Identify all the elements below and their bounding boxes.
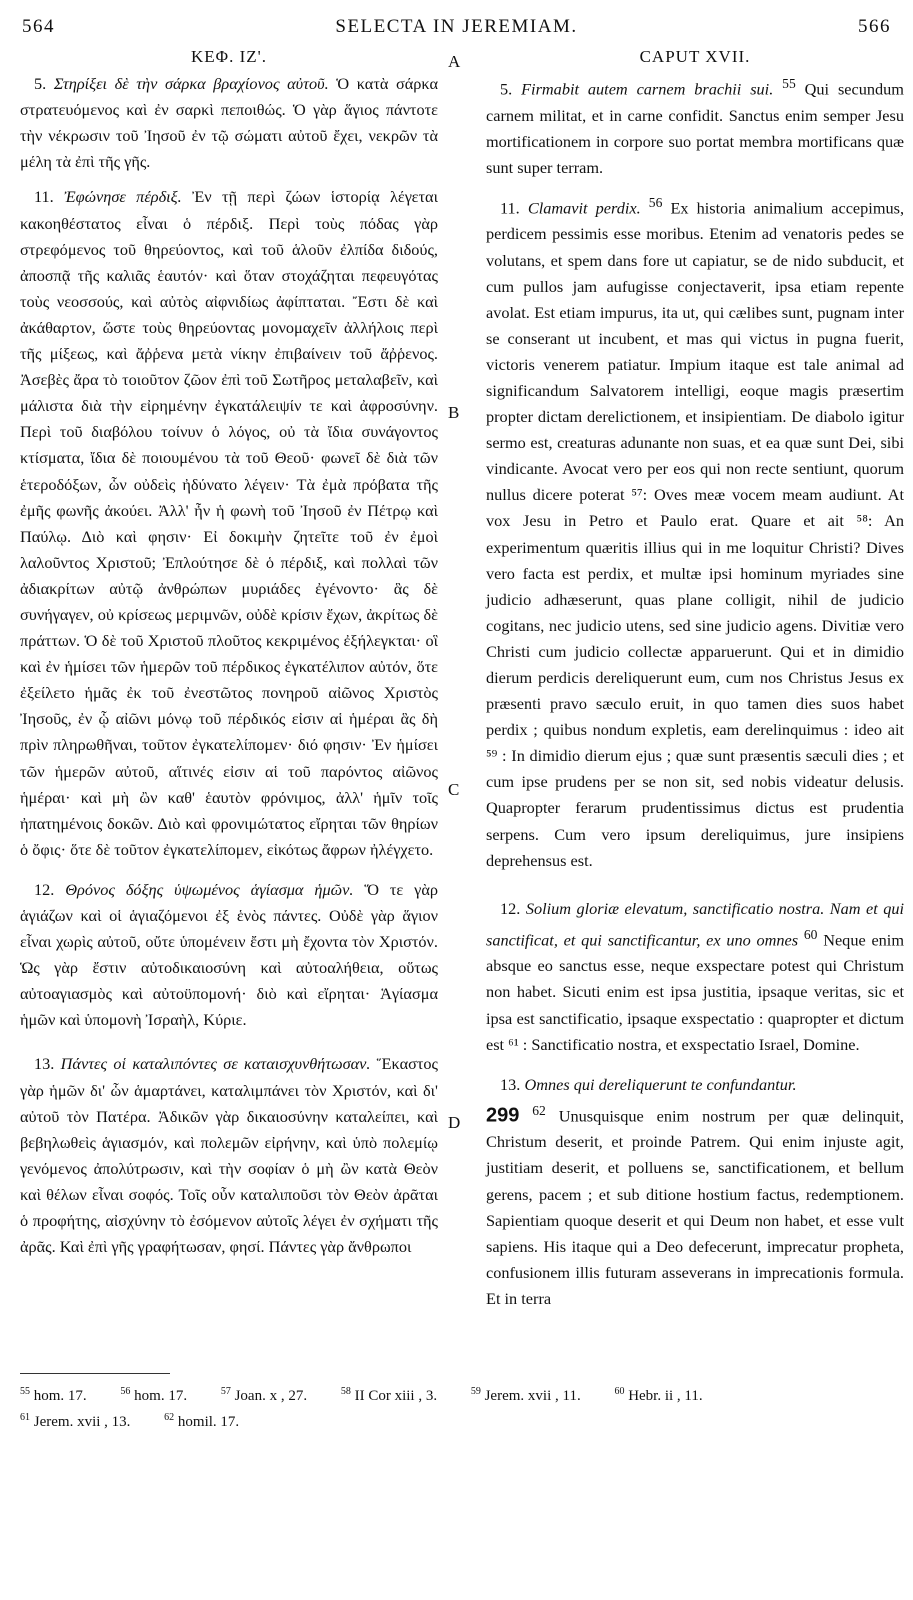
footnote-ref: 62 bbox=[532, 1102, 546, 1118]
paragraph-greek-5 bbox=[20, 71, 438, 175]
footnote: $^{58}$ II Cor xiii , 3. bbox=[340, 1386, 438, 1404]
column-number-marker: 299 bbox=[486, 1104, 520, 1127]
footnote: $^{61}$ Jerem. xvii , 13. bbox=[20, 1412, 131, 1430]
commentary-text: Ἕκαστος γὰρ ἡμῶν δι' ὧν ἁμαρτάνει, καταλιμπάνει τὸν Χριστόν, καὶ δι' αὐτοῦ τὸν Πατέρα. Ἀδικῶν γὰρ δικαιοσύνην καταλείπει, καὶ βεβηλωθεὶς ἁγιασμόν, καὶ πολεμῶν εἰρήνην, καὶ ὑπὸ πολεμίῳ γενόμενος ἀπολύτρωσιν, καὶ τὴν σοφίαν ὁ μὴ ὢν κατὰ Θεὸν καὶ θέλων εἶναι σοφός. Τοῖς οὖν καταλιποῦσι τὸν Θεὸν ἀρᾶται ὁ προφήτης, αἰσχύνην τὸ ἐσόμενον αὐτοῖς λέγει ἐν σχήματι τῆς ἀρᾶς. Καὶ ἐπὶ γῆς γραφήτωσαν, φησί. Πάντες γὰρ ἄνθρωποι bbox=[20, 1054, 439, 1257]
footnote: $^{56}$ hom. 17. bbox=[120, 1386, 188, 1404]
footnote: $^{57}$ Joan. x , 27. bbox=[220, 1386, 308, 1404]
page-number-right: 566 bbox=[858, 16, 891, 37]
latin-column bbox=[486, 44, 904, 1321]
verse-lemma: Θρόνος δόξης ὑψωμένος ἁγίασμα ἡμῶν. bbox=[65, 879, 354, 899]
verse-lemma: Ἐφώνησε πέρδιξ. bbox=[64, 187, 182, 207]
paragraph-latin-11 bbox=[486, 190, 904, 874]
greek-column bbox=[20, 44, 438, 1269]
verse-lemma: Πάντες οἱ καταλιπόντες σε καταισχυνθήτωσαν. bbox=[60, 1054, 371, 1074]
verse-number: 11. bbox=[34, 187, 54, 207]
margin-letter-b: B bbox=[448, 403, 460, 422]
commentary-text: Neque enim absque eo sanctus esse, neque exspectare potest qui Christum non habet. Sicuti enim est ipsa justitia, ipsaque veritas, sic et ipsa est sanctificatio, ipsaque exspectatio : quapropter et dictum est ⁶¹ : Sanctificatio nostra, et exspectatio Israel, Domine. bbox=[486, 930, 904, 1054]
running-head: SELECTA IN JEREMIAM. bbox=[335, 16, 578, 37]
verse-number: 12. bbox=[34, 879, 55, 899]
verse-lemma: Clamavit perdix. bbox=[527, 198, 641, 218]
verse-lemma: Omnes qui dereliquerunt te confundantur. bbox=[524, 1074, 797, 1094]
verse-number: 5. bbox=[500, 79, 513, 99]
footnotes bbox=[20, 1381, 893, 1433]
verse-number: 13. bbox=[34, 1054, 55, 1074]
footnote: $^{55}$ hom. 17. bbox=[20, 1386, 87, 1404]
verse-lemma: Solium gloriæ elevatum, sanctificatio nostra. Nam et qui sanctificat, et qui sanctificantur, ex uno omnes bbox=[486, 898, 904, 950]
commentary-text: Ὁ κατὰ σάρκα στρατευόμενος καὶ ἐν σαρκὶ πεποιθώς. Ὁ γὰρ ἅγιος πάντοτε τὴν νέκρωσιν τοῦ Ἰησοῦ ἐν τῷ σώματι αὐτοῦ ἔχει, νεκρῶν τὰ μέλη τὰ ἐπὶ τῆς γῆς. bbox=[20, 74, 438, 172]
paragraph-latin-12 bbox=[486, 896, 904, 1058]
paragraph-latin-13 bbox=[486, 1072, 904, 1312]
paragraph-latin-5 bbox=[486, 71, 904, 181]
paragraph-greek-12 bbox=[20, 877, 438, 1034]
footnote-ref: 56 bbox=[648, 194, 663, 210]
margin-letter-d: D bbox=[448, 1113, 461, 1132]
margin-letter-c: C bbox=[448, 780, 460, 799]
commentary-text: Qui secundum carnem militat, et in carne confidit. Sanctus enim semper Jesu mortificationem in corpore suo portat membra mortificans quæ sunt super terram. bbox=[486, 79, 904, 177]
page-header bbox=[22, 16, 891, 44]
commentary-text: Ὅ τε γὰρ ἁγιάζων καὶ οἱ ἁγιαζόμενοι ἐξ ἑνὸς πάντες. Οὐδὲ γὰρ ἅγιον εἶναι χωρὶς αὐτοῦ, οὔτε ὑπομένειν ἔστι μὴ ἔχοντα τὸν Χριστόν. Ὡς γὰρ ἔστιν αὐτοδικαιοσύνη καὶ αὐτοαλήθεια, οὕτως αὐτοαγιασμὸς καὶ αὐτοϋπομονή· διὸ καὶ εἴρηται· Ἁγίασμα ἡμῶν καὶ ὑπομονὴ Ἰσραὴλ, Κύριε. bbox=[20, 879, 438, 1030]
chapter-title-latin: CAPUT XVII. bbox=[639, 47, 751, 66]
footnote: $^{59}$ Jerem. xvii , 11. bbox=[470, 1386, 581, 1404]
footnote-separator bbox=[20, 1373, 170, 1374]
verse-lemma: Στηρίξει δὲ τὴν σάρκα βραχίονος αὐτοῦ. bbox=[53, 74, 329, 94]
page-number-left: 564 bbox=[22, 16, 55, 37]
margin-letter-a: A bbox=[448, 52, 461, 71]
footnote-ref: 60 bbox=[803, 926, 818, 942]
footnote: $^{62}$ homil. 17. bbox=[164, 1412, 240, 1430]
verse-number: 13. bbox=[500, 1074, 521, 1094]
paragraph-greek-11 bbox=[20, 184, 438, 862]
chapter-title-greek: ΚΕΦ. ΙΖ'. bbox=[191, 47, 267, 66]
commentary-text: Ex historia animalium accepimus, perdicem pessimis esse moribus. Etenim ad venatoris pedes se volutans, et spem dans fore ut capiatur, se de nido subducit, et cum pullos jam aufugisse conjectaverit, ipsa etiam repente avolat. Est etiam impurus, ita ut, qui cælibes sunt, pugnam inter se conserant ut incubent, et mas qui victus in pugna fuerit, victoris venerem patiatur. Impium itaque est tale animal ad significandum Salvatorem intelligi, eoque magis præsertim propter dictam derelictionem, et insipientiam. De diabolo igitur sermo est, creaturas adunante non suas, et ea quæ sunt Dei, sibi vindicante. Avocat vero per eos qui non recte sentiunt, quorum nullus dicere poterat ⁵⁷: Oves meæ vocem meam audiunt. At vox Jesu in Petro et Paulo erat. Quare et ait ⁵⁸: An experimentum quæritis illius qui in me loquitur Christi? Dives vero facta est perdix, et multæ ipsi hominum myriades sine judicio adhæserunt, quas plane colligit, nihil de judicio cogitans, nec judicio utens, sed sine judicio agens. Divitiæ vero Christi cum judicio collectæ apparuerunt. Qui et in dimidio dierum perdicis dereliquerunt eum, cum nos Christus Jesus ex præsenti pravo sæculo eruit, in quo tamen dies suos habet perdix ; quibus nondum expletis, eam derelinquimus : ideo ait ⁵⁹ : In dimidio dierum ejus ; quæ sunt præsentis sæculi dies ; et cum ipse prudens per se non sit, sed nobis videatur delusis. Quapropter ferarum prudentissimus dictus est prudentia serpens. Cum vero ipsum dereliquimus, jure insipiens deprehensus est. bbox=[486, 198, 905, 870]
footnote: $^{60}$ Hebr. ii , 11. bbox=[614, 1386, 703, 1404]
verse-lemma: Firmabit autem carnem brachii sui. bbox=[521, 79, 774, 99]
verse-number: 11. bbox=[500, 198, 520, 218]
paragraph-greek-13 bbox=[20, 1051, 438, 1260]
commentary-text: Ἐν τῇ περὶ ζώων ἱστορίᾳ λέγεται κακοηθέστατος εἶναι ὁ πέρδιξ. Περὶ τοὺς πόδας γὰρ στρεφόμενος τοῦ θηρεύοντος, καὶ τοῦ ἁλοῦν ἐλπίδα διδούς, ἀποσπᾷ τῆς καλιᾶς ἑαυτόν· καὶ ὅταν στοχάζηται πεφευγότας τοὺς νεοσσούς, καὶ αὐτὸς αἰφνιδίως ἀφίπταται. Ἔστι δὲ καὶ ἀκάθαρτον, ὥστε τοὺς θηρεύοντας μονομαχεῖν ἀλλήλοις περὶ τῆς μίξεως, καὶ ἄῤῥενα μετὰ νίκην ἐπιβαίνειν τοῦ ἄῤῥενος. Ἀσεβὲς ἄρα τὸ τοιοῦτον ζῶον ἐπὶ τοῦ Σωτῆρος μεταλαβεῖν, καὶ μάλιστα διὰ τὴν εἰρημένην ἐγκατάλειψίν τε καὶ ἀφροσύνην. Περὶ τοῦ διαβόλου τοίνυν ὁ λόγος, οὐ τὰ ἴδια συνάγοντος κτίσματα, ἴδια δὲ ποιουμένου τὰ τοῦ Θεοῦ· φωνεῖ δὲ διὰ τῶν ἑτεροδόξων, ὧν οὐδεὶς ἠδύνατο λέγειν· Τὰ ἐμὰ πρόβατα τῆς ἐμῆς φωνῆς ἀκούει. Ἀλλ' ἦν ἡ φωνὴ τοῦ Ἰησοῦ ἐν Πέτρῳ καὶ Παύλῳ. Διὸ καὶ φησιν· Εἰ δοκιμὴν ζητεῖτε τοῦ ἐν ἐμοὶ λαλοῦντος Χριστοῦ; Ἐπλούτησε δὲ ὁ πέρδιξ, καὶ πολλαὶ τῶν ἀδιακρίτων αὐτῷ ἀνθρώπων μυριάδες ἐγένοντο· ἃς δὲ συνήγαγεν, οὐ κρίσεως μεριμνῶν, οὐδὲ κρίσιν ἔχων, ἀκρίτως δὲ πράττων. Ὁ δὲ τοῦ Χριστοῦ πλοῦτος κεκριμένος ἐξήλεγκται· οἳ καὶ ἐν ἡμίσει τῶν ἡμερῶν τοῦ πέρδικος ἐγκατέλιπον αὐτόν, ὅτε ἐξείλετο ἡμᾶς ἐκ τοῦ ἐνεστῶτος πονηροῦ αἰῶνος Χριστὸς Ἰησοῦς, ἐν ᾧ αἰῶνι μόνῳ τοῦ πέρδικός εἰσιν αἱ ἡμέραι ἃς δὴ πρὶν πληρωθῆναι, τοῦτον ἐγκατελίπομεν· διό φησιν· Ἐν ἡμίσει τῶν ἡμερῶν αὐτοῦ, αἵτινές εἰσιν αἱ τοῦ παρόντος αἰῶνος ἡμέραι· καὶ μὴ ὢν καθ' ἑαυτὸν φρόνιμος, ἀλλ' ἡμῖν τοῖς ἠπατημένοις δοκῶν. Διὸ καὶ φρονιμώτατος εἴρηται τῶν θηρίων ὁ ὄφις· ὅτε δὲ τοῦτον ἐγκατελίπομεν, εἰκότως ἄφρων ἠλέγχετο. bbox=[20, 187, 438, 859]
verse-number: 12. bbox=[500, 898, 521, 918]
footnote-ref: 55 bbox=[782, 76, 796, 92]
verse-number: 5. bbox=[34, 74, 47, 94]
commentary-text: Unusquisque enim nostrum per quæ delinquit, Christum deserit, et proinde Patrem. Qui enim injuste agit, justitiam deserit, et polluens se, sanctificationem, et bellum gerens, pacem ; et sub ditione hostium factus, redemptionem. Sapientiam quoque deserit et qui Deum non habet, et esse vult sapiens. His itaque qui a Deo defecerunt, imprecatur propheta, confusionem illis futuram asseverans in imprecationis formula. Et in terra bbox=[486, 1106, 904, 1308]
